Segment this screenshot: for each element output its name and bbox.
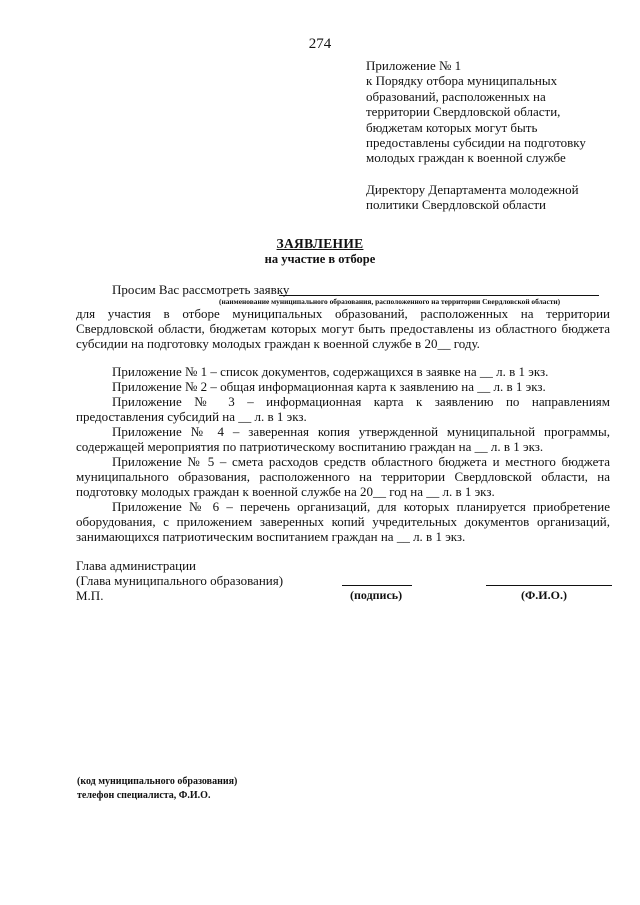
appendix-header [366, 58, 628, 213]
attachment-1: Приложение № 1 – список документов, содержащихся в заявке на __ л. в 1 экз. [112, 364, 549, 379]
stamp-mark: М.П. [76, 588, 104, 603]
signature-caption: (подпись) [350, 588, 403, 602]
signatory-title-alt: (Глава муниципального образования) [76, 573, 284, 588]
attachments-list [76, 364, 610, 544]
appendix-line: предоставлены субсидии на подготовку [366, 135, 586, 151]
appendix-line: к Порядку отбора муниципальных [366, 73, 558, 89]
attachment-6-cont: занимающихся патриотическим воспитанием граждан на __ л. в 1 экз. [76, 529, 466, 544]
specialist-phone-note: телефон специалиста, Ф.И.О. [77, 790, 211, 801]
signature-line [342, 585, 412, 586]
signatory-block [76, 558, 376, 603]
full-name-line [486, 585, 612, 586]
request-lead-text: Просим Вас рассмотреть заявку [112, 282, 290, 297]
document-title: ЗАЯВЛЕНИЕ [276, 236, 364, 251]
attachment-4-cont: содержащей мероприятия по патриотическому воспитанию граждан на __ л. в 1 экз. [76, 439, 544, 454]
document-subtitle: на участие в отборе [264, 252, 376, 266]
attachment-2: Приложение № 2 – общая информационная карта к заявлению на __ л. в 1 экз. [112, 379, 546, 394]
paragraph-line: Свердловской области, бюджетам которых могут быть предоставлены из областного бюджета [76, 321, 610, 336]
full-name-caption: (Ф.И.О.) [521, 588, 567, 602]
municipality-code-note: (код муниципального образования) [77, 776, 238, 787]
attachment-5: Приложение № 5 – смета расходов средств областного бюджета и местного бюджета [112, 454, 610, 469]
municipality-name-caption: (наименование муниципального образования, расположенного на территории Свердловской области) [219, 297, 561, 306]
attachment-6-cont: оборудования, с приложением заверенных копий учредительных документов организаций, [76, 514, 610, 529]
attachment-3-cont: предоставления субсидий на __ л. в 1 экз. [76, 409, 307, 424]
attachment-3: Приложение № 3 – информационная карта к заявлению по направлениям [112, 394, 610, 409]
signatory-title: Глава администрации [76, 558, 197, 573]
appendix-line: Приложение № 1 [366, 58, 462, 73]
recipient-line: политики Свердловской области [366, 197, 546, 213]
spacer [366, 166, 628, 182]
attachment-4: Приложение № 4 – заверенная копия утвержденной муниципальной программы, [112, 424, 610, 439]
attachment-6: Приложение № 6 – перечень организаций, для которых планируется приобретение [112, 499, 610, 514]
municipality-name-field-line [279, 295, 599, 296]
appendix-line: образований, расположенных на [366, 88, 546, 104]
appendix-line: территории Свердловской области, [366, 104, 561, 120]
request-paragraph [76, 306, 610, 351]
attachment-5-cont: муниципального образования, расположенного на территории Свердловской области, на [76, 469, 610, 484]
paragraph-line: субсидии на подготовку молодых граждан к военной службе в 20__ году. [76, 336, 480, 351]
footer-notes [77, 775, 237, 803]
paragraph-line: для участия в отборе муниципальных образований, расположенных на территории [76, 306, 610, 321]
page-number: 274 [308, 36, 332, 52]
appendix-line: молодых граждан к военной службе [366, 150, 566, 166]
attachment-5-cont: подготовку молодых граждан к военной службе на 20__ год на __ л. в 1 экз. [76, 484, 495, 499]
appendix-line: бюджетам которых могут быть [366, 119, 538, 135]
recipient-line: Директору Департамента молодежной [366, 181, 579, 197]
